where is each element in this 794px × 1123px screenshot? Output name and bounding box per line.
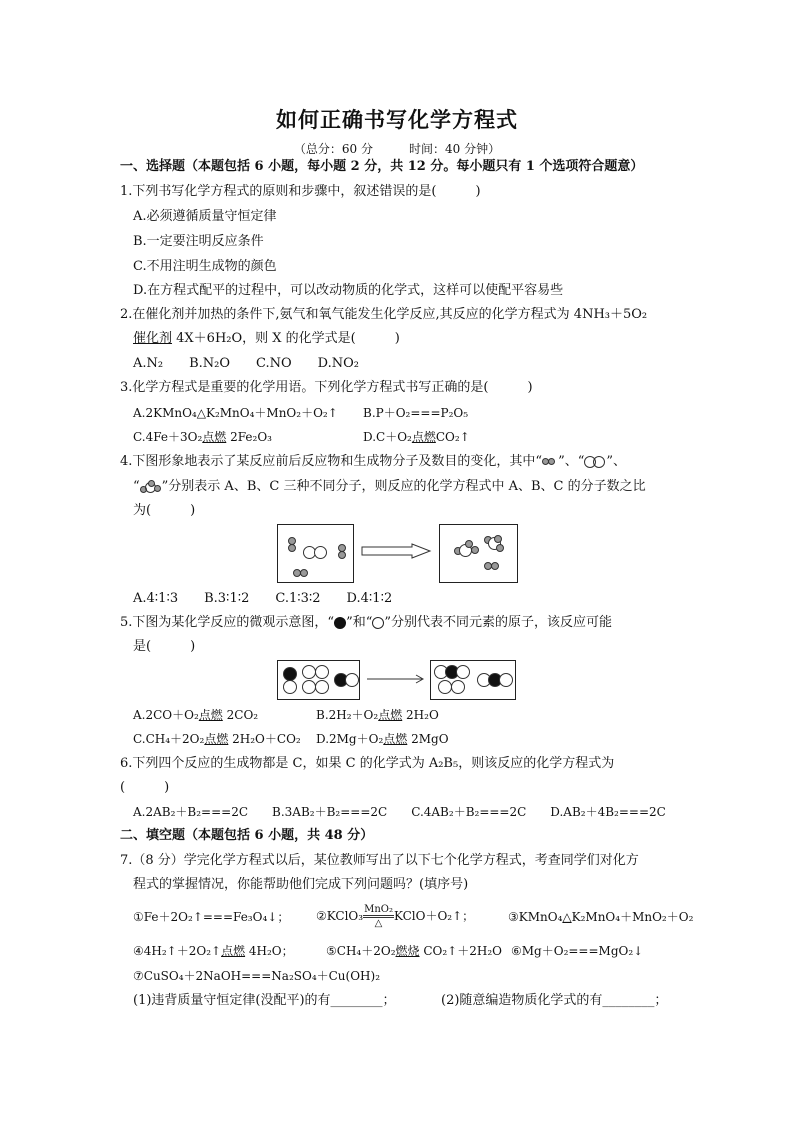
q7-e5-cond: 燃烧	[395, 944, 420, 958]
q1-option-a: A.必须遵循质量守恒定律	[133, 209, 277, 224]
q7-line1: 7.（8 分）学完化学方程式以后，某位教师写出了以下七个化学方程式，考查同学们对化方	[120, 853, 639, 868]
q7-equation-6: ⑥Mg＋O₂===MgO₂↓	[511, 944, 644, 958]
q5-d-pre: D.2Mg＋O₂	[316, 732, 384, 746]
atom	[314, 546, 327, 559]
q4-l2a: “	[133, 479, 140, 494]
q3-d-cond: 点燃	[411, 430, 436, 444]
q7-equation-1: ①Fe＋2O₂↑===Fe₃O₄↓；	[133, 910, 290, 924]
q1-option-d: D.在方程式配平的过程中，可以改动物质的化学式，这样可以使配平容易些	[133, 283, 564, 298]
q4-line1	[120, 453, 626, 471]
q4-l1b: ”、“	[558, 454, 585, 469]
atom	[438, 680, 452, 694]
q7-e4-pre: ④4H₂↑＋2O₂↑	[133, 944, 222, 958]
q2-stem: 2.在催化剂并加热的条件下,氨气和氧气能发生化学反应,其反应的化学方程式为 4NH₃＋5O₂	[120, 307, 648, 322]
q7-e3-cond: △	[562, 910, 572, 924]
q4-options: A.4∶1∶3 B.3∶1∶2 C.1∶3∶2 D.4∶1∶2	[133, 591, 393, 606]
q5-before-box	[277, 660, 360, 700]
q5-after-box	[430, 660, 516, 700]
atom	[283, 667, 297, 681]
q5-c-cond: 点燃	[204, 732, 229, 746]
q7-line2: 程式的掌握情况，你能帮助他们完成下列问题吗？(填序号)	[133, 877, 469, 892]
q2-line2-text: 4X＋6H₂O，则 X 的化学式是( )	[172, 331, 400, 346]
atom	[315, 665, 329, 679]
q2-condition: 催化剂	[133, 331, 173, 346]
q3-c-cond: 点燃	[202, 430, 227, 444]
q5-a-cond: 点燃	[198, 708, 223, 722]
q7-e2-pre: ②KClO₃	[316, 909, 364, 923]
atom	[345, 673, 359, 687]
q7-e3-pre: ③KMnO₄	[508, 910, 563, 924]
q5-option-d	[316, 730, 449, 748]
q7-e4-cond: 点燃	[221, 944, 246, 958]
q3-stem: 3.化学方程式是重要的化学用语。下列化学方程式书写正确的是( )	[120, 380, 533, 395]
q5-l1a: 5.下图为某化学反应的微观示意图，“	[120, 615, 335, 630]
q2-line2	[133, 330, 400, 348]
q7-equation-2	[316, 902, 474, 930]
reaction-arrow-icon	[360, 543, 432, 559]
q3-d-post: CO₂↑	[435, 430, 470, 444]
section-1-heading: 一、选择题（本题包括 6 小题，每小题 2 分，共 12 分。每小题只有 1 个选项符合题意）	[120, 159, 644, 174]
q4-before-box	[277, 524, 354, 583]
q1-option-c: C.不用注明生成物的颜色	[133, 259, 277, 274]
q3-option-c	[133, 428, 272, 446]
q4-line2	[133, 478, 646, 496]
molecule-a-icon	[542, 457, 558, 467]
q5-l1b: ”和“	[346, 615, 373, 630]
q5-c-pre: C.CH₄＋2O₂	[133, 732, 205, 746]
reaction-arrow-icon	[366, 674, 426, 684]
q5-c-post: 2H₂O＋CO₂	[228, 732, 301, 746]
q3-d-pre: D.C＋O₂	[363, 430, 412, 444]
q7-equation-3	[508, 908, 693, 926]
q7-e2-heat: △	[374, 918, 383, 929]
atom	[499, 673, 513, 687]
atom	[315, 680, 329, 694]
page-title: 如何正确书写化学方程式	[276, 107, 518, 132]
atom	[456, 665, 470, 679]
q7-equation-4	[133, 942, 294, 960]
atom	[288, 544, 296, 552]
q1-stem: 1.下列书写化学方程式的原则和步骤中，叙述错误的是( )	[120, 184, 481, 199]
q7-e5-post: CO₂↑＋2H₂O	[419, 944, 502, 958]
q5-b-cond: 点燃	[378, 708, 403, 722]
q7-equation-7: ⑦CuSO₄＋2NaOH===Na₂SO₄＋Cu(OH)₂	[133, 969, 381, 983]
atom	[338, 551, 346, 559]
q7-equation-5	[326, 942, 502, 960]
q7-e3-post: K₂MnO₄＋MnO₂＋O₂	[571, 910, 694, 924]
q5-b-post: 2H₂O	[402, 708, 439, 722]
q5-d-cond: 点燃	[383, 732, 408, 746]
q6-options: A.2AB₂＋B₂===2C B.3AB₂＋B₂===2C C.4AB₂＋B₂===2C D.AB₂＋4B₂===2C	[133, 805, 666, 819]
q5-line2: 是( )	[133, 639, 196, 654]
molecule-b-icon	[584, 456, 606, 468]
q7-e2-condition	[363, 904, 394, 929]
white-atom-icon	[372, 617, 384, 629]
q3-c-post: 2Fe₂O₃	[226, 430, 272, 444]
q7-e5-pre: ⑤CH₄＋2O₂	[326, 944, 396, 958]
atom	[471, 546, 479, 554]
q5-line1	[120, 614, 612, 632]
q4-l2b: ”分别表示 A、B、C 三种不同分子，则反应的化学方程式中 A、B、C 的分子数之比	[161, 479, 646, 494]
q7-e4-post: 4H₂O；	[245, 944, 294, 958]
q5-option-a	[133, 706, 258, 724]
q6-stem: 6.下列四个反应的生成物都是 C，如果 C 的化学式为 A₂B₅，则该反应的化学方程式为	[120, 756, 615, 771]
q5-b-pre: B.2H₂＋O₂	[316, 708, 379, 722]
atom	[300, 569, 308, 577]
q7-question-1: (1)违背质量守恒定律(没配平)的有________；	[133, 993, 396, 1008]
q4-l1: 4.下图形象地表示了某反应前后反应物和生成物分子及数目的变化，其中“	[120, 454, 543, 469]
q6-line2: ( )	[120, 780, 170, 795]
page-subtitle: （总分：60 分 时间：40 分钟）	[293, 142, 501, 156]
q5-l1c: ”分别代表不同元素的原子，该反应可能	[384, 615, 613, 630]
atom	[496, 544, 504, 552]
q5-d-post: 2MgO	[407, 732, 449, 746]
q4-after-box	[439, 524, 518, 583]
black-atom-icon	[334, 617, 346, 629]
q7-e2-post: KClO＋O₂↑；	[393, 909, 475, 923]
q1-option-b: B.一定要注明反应条件	[133, 234, 264, 249]
q5-a-pre: A.2CO＋O₂	[133, 708, 199, 722]
section-2-heading: 二、填空题（本题包括 6 小题，共 48 分）	[120, 828, 374, 843]
q5-option-c	[133, 730, 301, 748]
q2-options: A.N₂ B.N₂O C.NO D.NO₂	[133, 356, 360, 371]
atom	[451, 680, 465, 694]
q4-l1c: ”、	[606, 454, 627, 469]
atom	[494, 535, 502, 543]
q3-option-b: B.P＋O₂===P₂O₅	[363, 406, 469, 420]
q5-a-post: 2CO₂	[222, 708, 259, 722]
q7-e2-catalyst: MnO₂	[363, 904, 394, 918]
atom	[302, 680, 316, 694]
atom	[283, 680, 297, 694]
molecule-c-icon	[140, 480, 162, 494]
q3-option-d	[363, 428, 470, 446]
atom	[302, 665, 316, 679]
q7-question-2: (2)随意编造物质化学式的有________；	[441, 993, 668, 1008]
q3-option-a: A.2KMnO₄△K₂MnO₄＋MnO₂＋O₂↑	[133, 406, 338, 420]
q3-c-pre: C.4Fe＋3O₂	[133, 430, 203, 444]
q5-option-b	[316, 706, 439, 724]
q4-line3: 为( )	[133, 503, 196, 518]
atom	[491, 562, 499, 570]
